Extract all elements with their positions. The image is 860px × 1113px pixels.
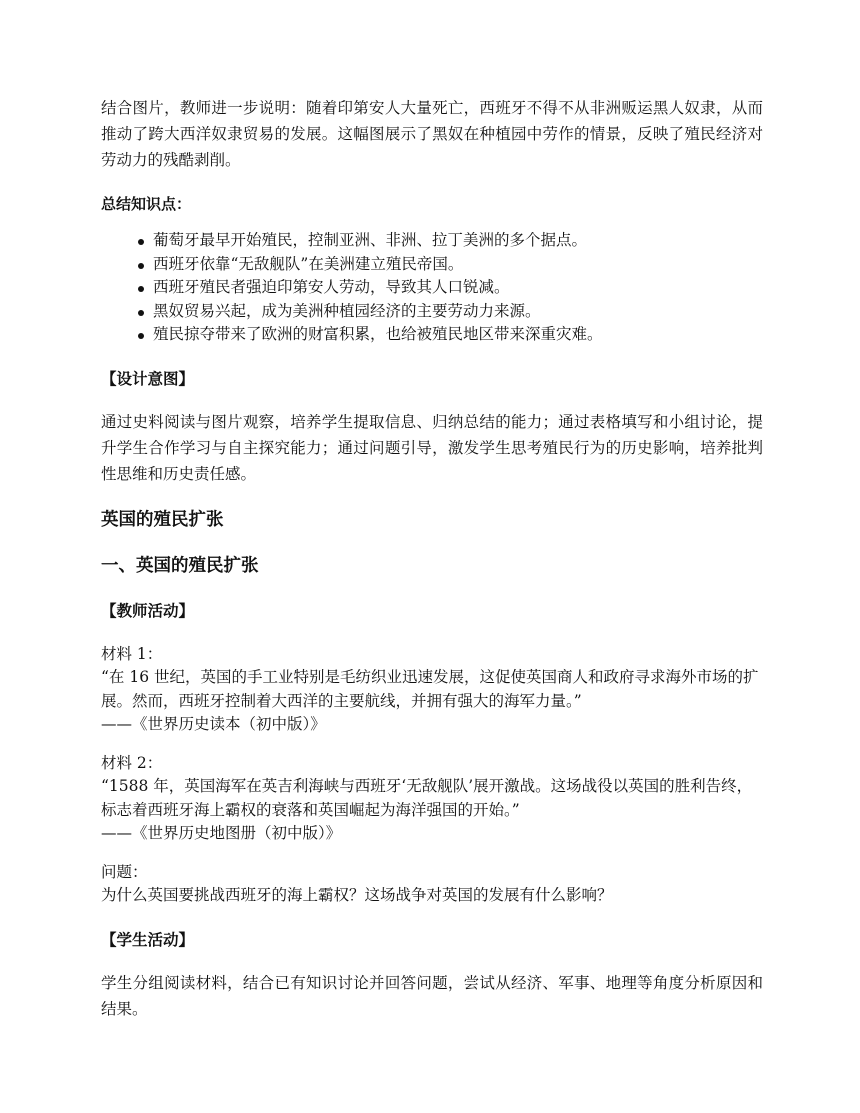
material-2-quote: “1588 年，英国海军在英吉利海峡与西班牙‘无敌舰队’展开激战。这场战役以英国的胜利告终，标志着西班牙海上霸权的衰落和英国崛起为海洋强国的开始。” [101, 777, 753, 819]
material-1 [101, 643, 763, 737]
material-2 [101, 752, 763, 846]
intro-paragraph: 结合图片，教师进一步说明：随着印第安人大量死亡，西班牙不得不从非洲贩运黑人奴隶，从而推动了跨大西洋奴隶贸易的发展。这幅图展示了黑奴在种植园中劳作的情景，反映了殖民经济对劳动力的残酷剥削。 [101, 99, 763, 169]
question-text: 为什么英国要挑战西班牙的海上霸权？这场战争对英国的发展有什么影响？ [101, 886, 613, 904]
student-paragraph: 学生分组阅读材料，结合已有知识讨论并回答问题，尝试从经济、军事、地理等角度分析原因和结果。 [101, 973, 763, 1018]
summary-heading: 总结知识点： [101, 195, 192, 213]
subsection-title: 一、英国的殖民扩张 [101, 555, 259, 576]
list-item: 西班牙依靠“无敌舰队”在美洲建立殖民帝国。 [153, 253, 763, 277]
question-label: 问题： [101, 862, 148, 881]
document-page [101, 95, 763, 1022]
design-heading: 【设计意图】 [101, 368, 195, 388]
list-item: 西班牙殖民者强迫印第安人劳动，导致其人口锐减。 [153, 276, 763, 300]
material-1-label: 材料 1： [101, 644, 163, 663]
question-block [101, 861, 763, 908]
material-1-quote: “在 16 世纪，英国的手工业特别是毛纺织业迅速发展，这促使英国商人和政府寻求海外市场的扩展。然而，西班牙控制着大西洋的主要航线，并拥有强大的海军力量。” [101, 668, 759, 710]
material-2-source: ——《世界历史地图册（初中版）》 [101, 824, 342, 842]
list-item: 殖民掠夺带来了欧洲的财富积累，也给被殖民地区带来深重灾难。 [153, 323, 763, 347]
design-paragraph: 通过史料阅读与图片观察，培养学生提取信息、归纳总结的能力；通过表格填写和小组讨论，提升学生合作学习与自主探究能力；通过问题引导，激发学生思考殖民行为的历史影响，培养批判性思维和历史责任感。 [101, 412, 763, 483]
material-2-label: 材料 2： [101, 753, 163, 772]
teacher-heading: 【教师活动】 [101, 600, 195, 620]
list-item: 黑奴贸易兴起，成为美洲种植园经济的主要劳动力来源。 [153, 300, 763, 324]
material-1-source: ——《世界历史读本（初中版）》 [101, 715, 326, 733]
list-item: 葡萄牙最早开始殖民，控制亚洲、非洲、拉丁美洲的多个据点。 [153, 229, 763, 253]
student-heading: 【学生活动】 [101, 929, 195, 949]
summary-list [101, 229, 763, 347]
section-title: 英国的殖民扩张 [101, 509, 224, 530]
